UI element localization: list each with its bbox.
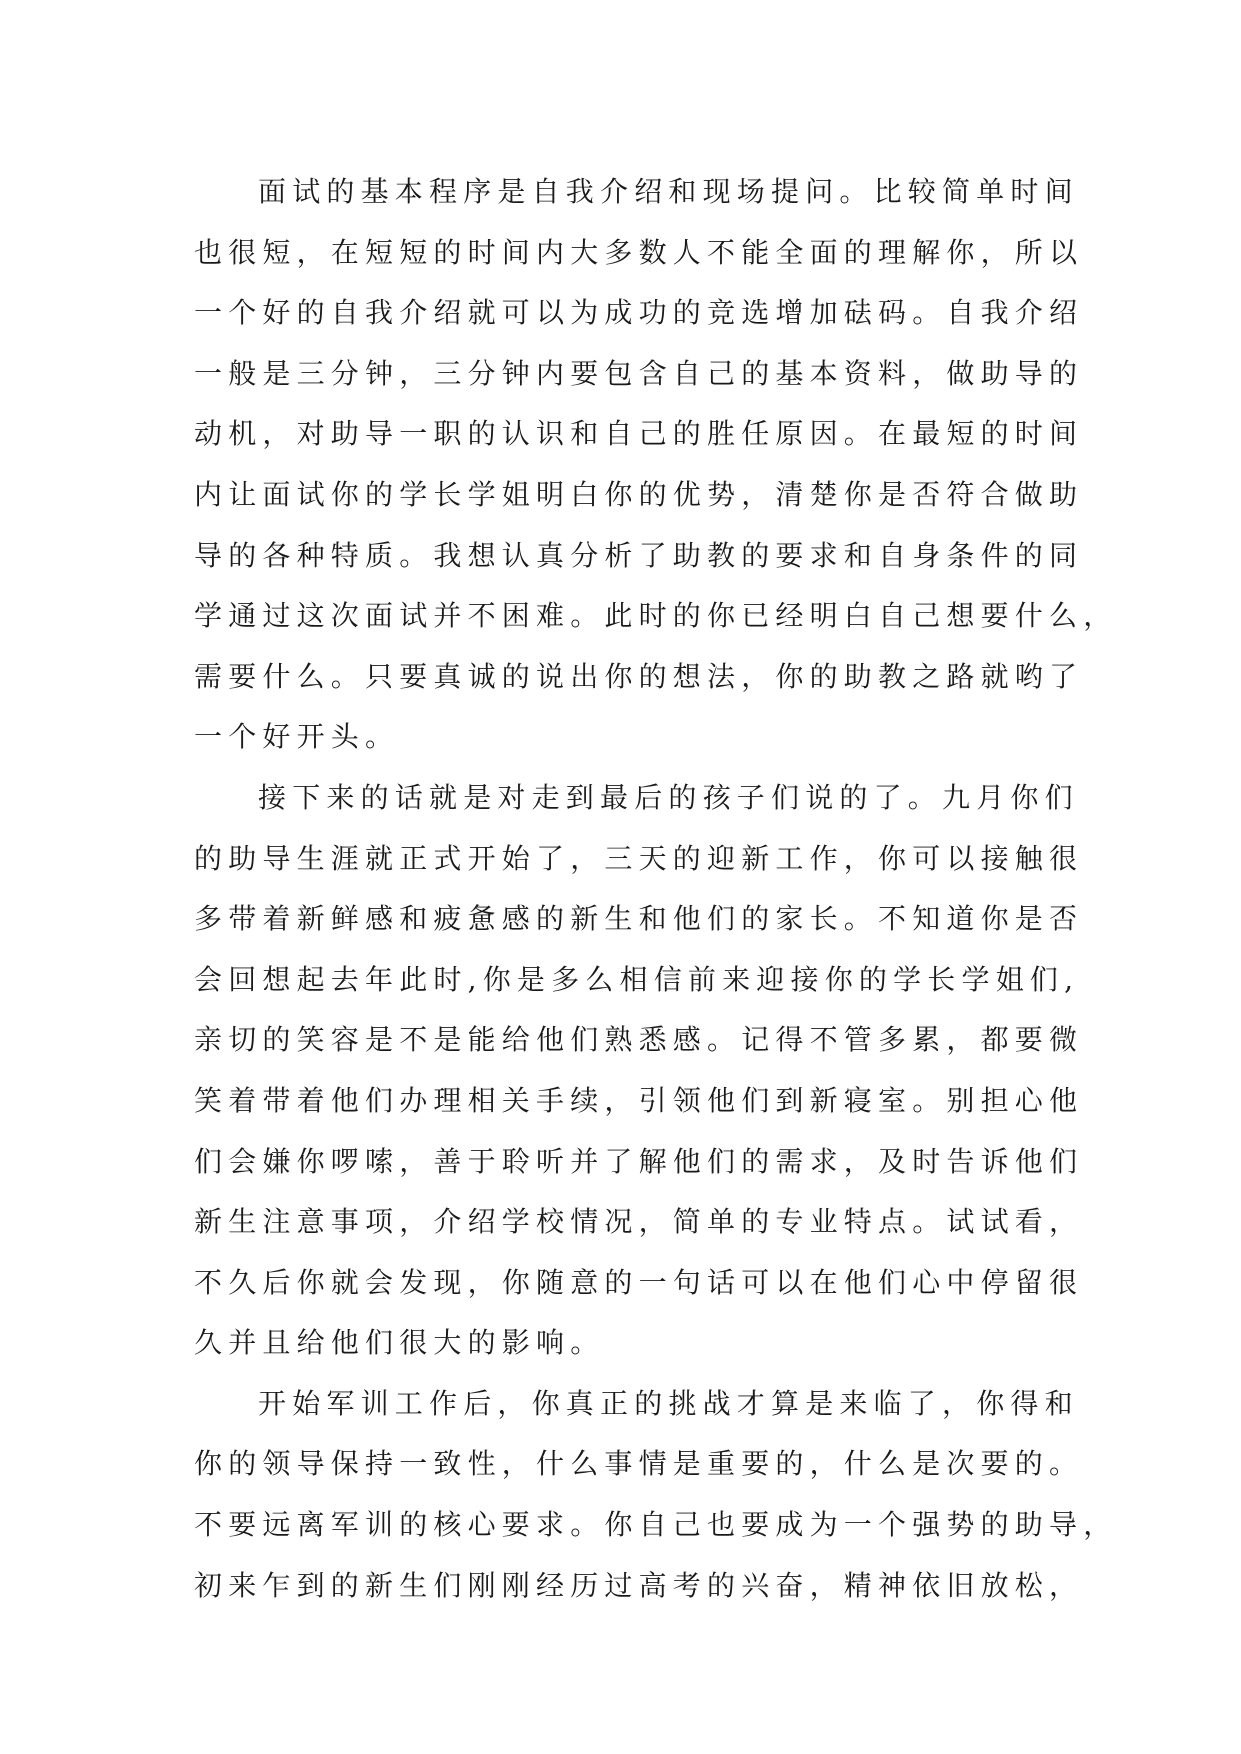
text-line: 内让面试你的学长学姐明白你的优势，清楚你是否符合做助 — [194, 477, 1084, 511]
text-line: 动机，对助导一职的认识和自己的胜任原因。在最短的时间 — [194, 417, 1084, 451]
paragraph-2 — [194, 768, 1084, 1374]
body-text — [194, 162, 1118, 1616]
text-line: 你的领导保持一致性，什么事情是重要的，什么是次要的。 — [194, 1447, 1084, 1481]
text-line: 接下来的话就是对走到最后的孩子们说的了。九月你们 — [258, 780, 1079, 814]
text-line: 开始军训工作后，你真正的挑战才算是来临了，你得和 — [258, 1386, 1079, 1420]
text-line: 不要远离军训的核心要求。你自己也要成为一个强势的助导， — [194, 1508, 1118, 1542]
paragraph-1 — [194, 162, 1118, 768]
text-line: 新生注意事项，介绍学校情况，简单的专业特点。试试看， — [194, 1205, 1084, 1239]
paragraph-3 — [194, 1374, 1118, 1616]
text-line: 也很短，在短短的时间内大多数人不能全面的理解你，所以 — [194, 235, 1084, 269]
text-line: 一般是三分钟，三分钟内要包含自己的基本资料，做助导的 — [194, 356, 1084, 390]
text-line: 面试的基本程序是自我介绍和现场提问。比较简单时间 — [258, 175, 1079, 208]
text-line: 亲切的笑容是不是能给他们熟悉感。记得不管多累，都要微 — [194, 1023, 1084, 1057]
text-line: 不久后你就会发现，你随意的一句话可以在他们心中停留很 — [194, 1265, 1084, 1299]
text-line: 们会嫌你啰嗦，善于聆听并了解他们的需求，及时告诉他们 — [194, 1144, 1084, 1178]
text-line: 需要什么。只要真诚的说出你的想法，你的助教之路就哟了 — [194, 659, 1084, 693]
text-line: 的助导生涯就正式开始了，三天的迎新工作，你可以接触很 — [194, 841, 1084, 875]
text-line: 多带着新鲜感和疲惫感的新生和他们的家长。不知道你是否 — [194, 902, 1084, 936]
text-line: 导的各种特质。我想认真分析了助教的要求和自身条件的同 — [194, 538, 1084, 572]
text-line: 笑着带着他们办理相关手续，引领他们到新寝室。别担心他 — [194, 1083, 1084, 1117]
text-line: 久并且给他们很大的影响。 — [194, 1326, 605, 1360]
text-line: 一个好开头。 — [194, 720, 400, 754]
text-line: 一个好的自我介绍就可以为成功的竞选增加砝码。自我介绍 — [194, 296, 1084, 330]
text-line: 学通过这次面试并不困难。此时的你已经明白自己想要什么， — [194, 599, 1118, 633]
text-line: 初来乍到的新生们刚刚经历过高考的兴奋，精神依旧放松， — [194, 1568, 1084, 1602]
text-line: 会回想起去年此时,你是多么相信前来迎接你的学长学姐们, — [194, 962, 1080, 996]
